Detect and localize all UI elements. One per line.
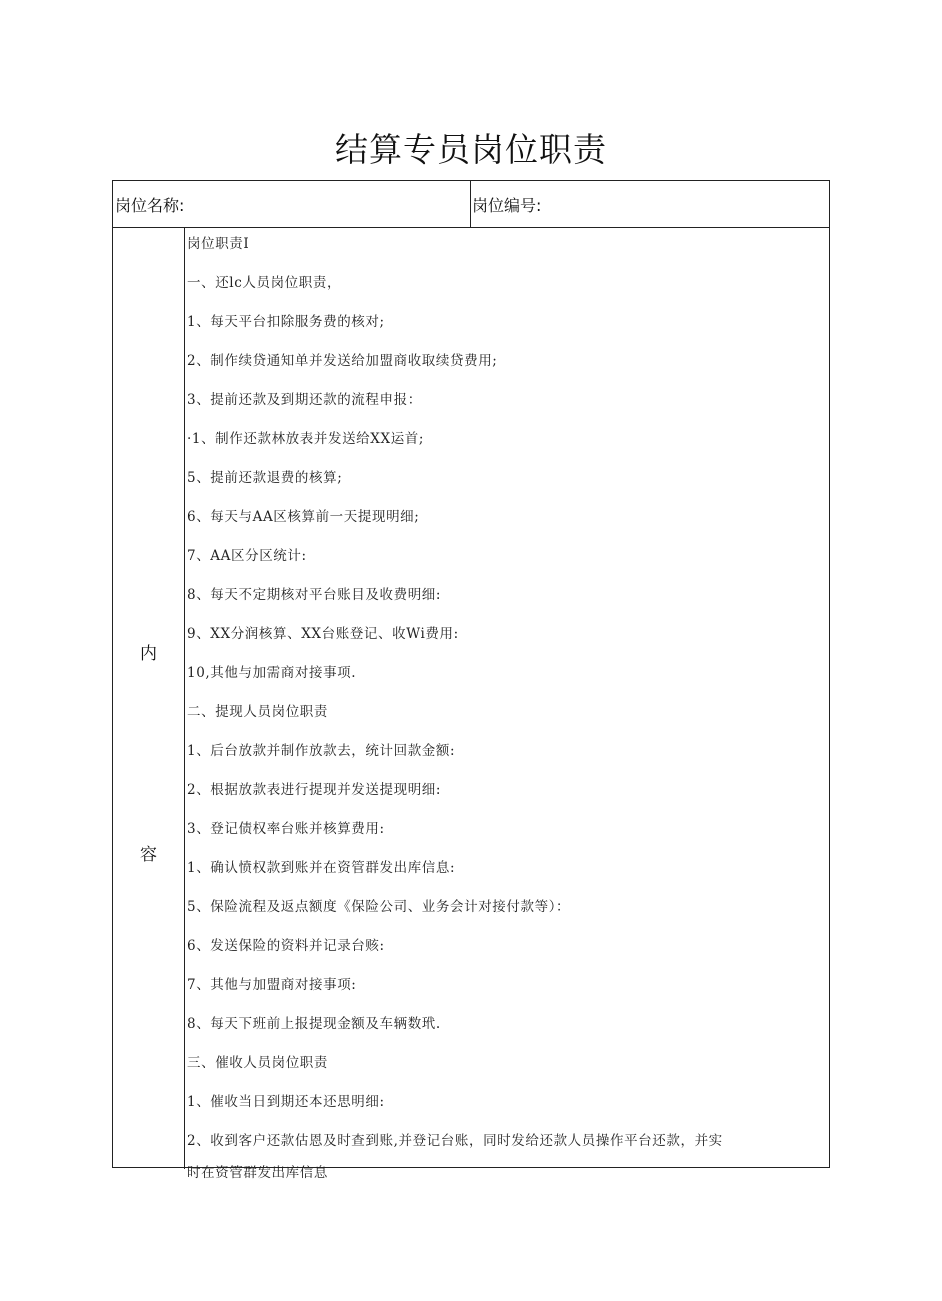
content-line: 8、每天下班前上报提现金额及车辆数玳. (187, 1016, 441, 1032)
content-line: 7、AA区分区统计: (187, 548, 307, 564)
responsibility-table (112, 180, 830, 1181)
content-line: 3、提前还款及到期还款的流程申报： (187, 392, 422, 408)
content-line: 10,其他与加需商对接事项. (187, 665, 357, 681)
content-label-column (113, 228, 185, 1169)
content-line: 1、确认愤权款到账并在资管群发出库信息: (187, 860, 456, 876)
content-line: 2、制作续贷通知单并发送给加盟商收取续贷费用; (187, 353, 498, 369)
content-line: 5、保险流程及返点额度《保险公司、业务会计对接付款等）： (187, 899, 571, 915)
content-line: 1、后台放款并制作放款去，统计回款金额: (187, 743, 456, 759)
position-name-label: 岗位名称: (113, 181, 471, 227)
content-label-char-1: 内 (140, 644, 157, 664)
content-line: 岗位职责I (187, 236, 250, 252)
content-line: 9、XX分润核算、XX台账登记、收Wi费用: (187, 626, 459, 642)
content-line: 三、催收人员岗位职责 (187, 1055, 328, 1071)
document-title: 结算专员岗位职责 (335, 130, 607, 169)
content-line: 1、每天平台扣除服务费的核对; (187, 314, 385, 330)
content-line: 5、提前还款退费的核算; (187, 470, 343, 486)
content-line: 时在资管群发出库信息 (187, 1165, 328, 1181)
content-line: 2、根据放款表进行提现并发送提现明细: (187, 782, 442, 798)
content-line: 二、提现人员岗位职责 (187, 704, 328, 720)
content-line: 7、其他与加盟商对接事项: (187, 977, 357, 993)
content-body (187, 228, 827, 1181)
content-line: ·1、制作还款林放表并发送给XX运首; (187, 431, 425, 447)
content-line: 2、收到客户还款估恩及时查到账,并登记台账，同时发给还款人员操作平台还款，并实 (187, 1133, 723, 1149)
content-line: 一、还lc人员岗位职责， (187, 275, 342, 291)
content-line: 6、发送保险的资料并记录台赅: (187, 938, 385, 954)
table-header-row (113, 181, 829, 228)
content-line: 1、催收当日到期还本还思明细: (187, 1094, 385, 1110)
content-label-char-2: 容 (140, 845, 157, 865)
content-line: 6、每天与AA区核算前一天提现明细; (187, 509, 420, 525)
position-code-label: 岗位编号: (472, 196, 542, 215)
content-line: 3、登记债权率台账并核算费用: (187, 821, 385, 837)
content-line: 8、每天不定期核对平台账目及收费明细: (187, 587, 442, 603)
